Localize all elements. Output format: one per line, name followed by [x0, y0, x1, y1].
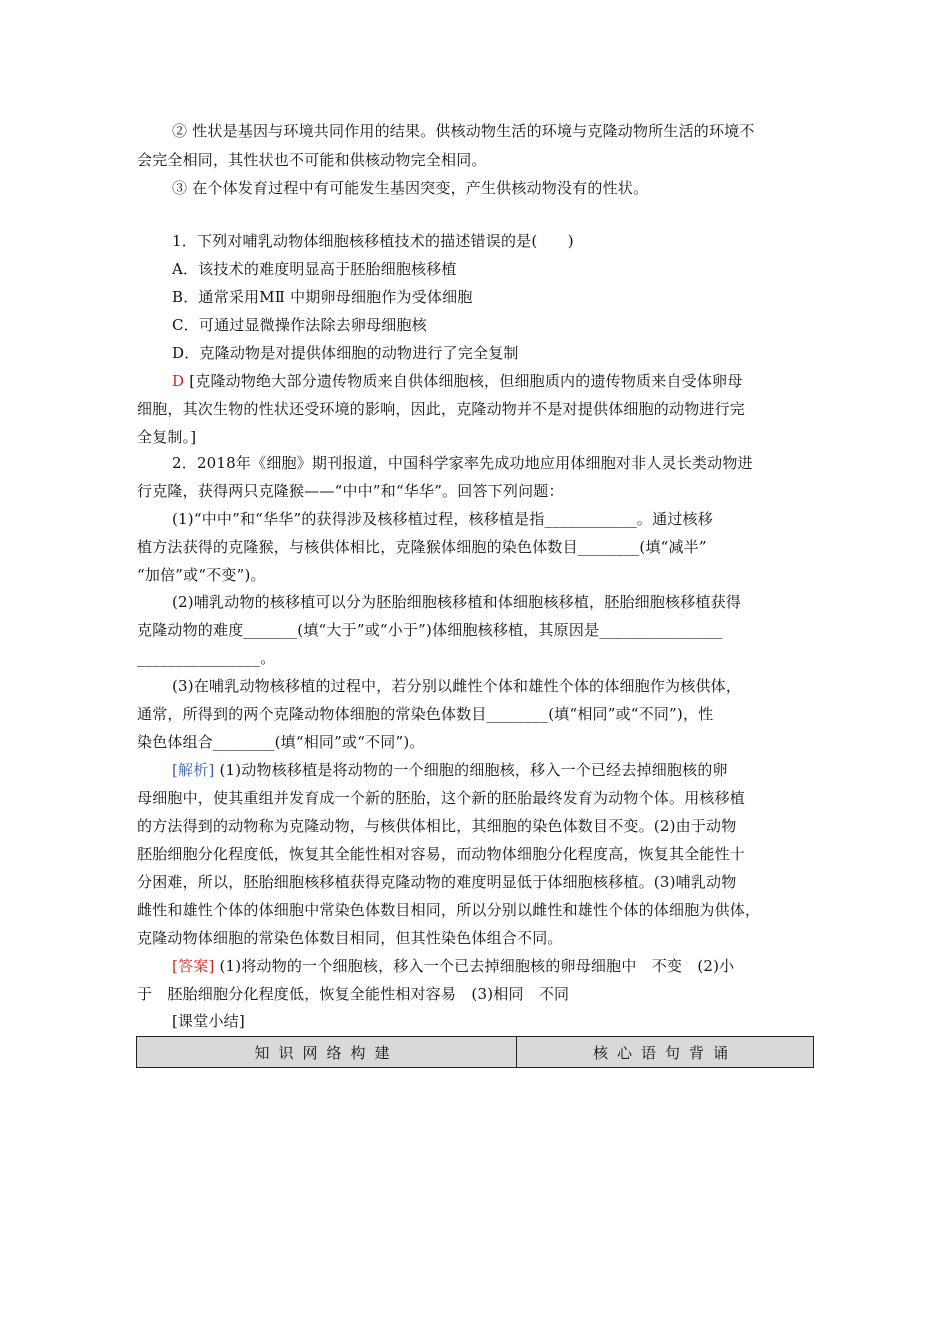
q1-explanation-text: [克隆动物绝大部分遗传物质来自供体细胞核，但细胞质内的遗传物质来自受体卵母 — [189, 372, 743, 390]
q2-part2-line: 克隆动物的难度_______(填“大于”或“小于”)体细胞核移植，其原因是________________ — [137, 621, 723, 639]
q2-part1-line: 植方法获得的克隆猴，与核供体相比，克隆猴体细胞的染色体数目________(填“减半” — [137, 538, 707, 556]
q1-explanation-line: 全复制。] — [137, 428, 197, 446]
q2-part2-line: ________________。 — [137, 649, 276, 667]
q1-option-a: A．该技术的难度明显高于胚胎细胞核移植 — [172, 260, 457, 278]
analysis-line: 克隆动物体细胞的常染色体数目相同，但其性染色体组合不同。 — [137, 929, 563, 947]
q1-stem: 1．下列对哺乳动物体细胞核移植技术的描述错误的是( ) — [172, 232, 574, 250]
q2-part1-line: “加倍”或“不变”)。 — [137, 566, 266, 584]
q2-part3: (3)在哺乳动物核移植的过程中，若分别以雌性个体和雄性个体的体细胞作为核供体， — [172, 677, 742, 695]
analysis-line: 母细胞中，使其重组并发育成一个新的胚胎，这个新的胚胎最终发育为动物个体。用核移植 — [137, 789, 746, 807]
analysis-line: 胚胎细胞分化程度低，恢复其全能性相对容易，而动物体细胞分化程度高，恢复其全能性十 — [137, 845, 746, 863]
q1-option-d: D．克隆动物是对提供体细胞的动物进行了完全复制 — [172, 344, 519, 362]
q1-option-b: B．通常采用MⅡ 中期卵母细胞作为受体细胞 — [172, 288, 473, 306]
q1-answer-letter: D — [172, 372, 185, 390]
q2-part3-line: 染色体组合________(填“相同”或“不同”)。 — [137, 733, 425, 751]
analysis-tag: [解析] — [172, 761, 215, 779]
answer-line: 于 胚胎细胞分化程度低，恢复全能性相对容易 (3)相同 不同 — [137, 985, 570, 1003]
summary-heading: [课堂小结] — [172, 1012, 245, 1030]
intro-line: ③ 在个体发育过程中有可能发生基因突变，产生供核动物没有的性状。 — [172, 179, 649, 197]
q2-answer — [172, 955, 734, 977]
analysis-line: 分困难，所以，胚胎细胞核移植获得克隆动物的难度明显低于体细胞核移植。(3)哺乳动物 — [137, 873, 737, 891]
q2-analysis — [172, 759, 728, 781]
analysis-line: 的方法得到的动物称为克隆动物，与核供体相比，其细胞的染色体数目不变。(2)由于动物 — [137, 817, 737, 835]
q2-part2: (2)哺乳动物的核移植可以分为胚胎细胞核移植和体细胞核移植，胚胎细胞核移植获得 — [172, 593, 742, 611]
q2-stem-line: 行克隆，获得两只克隆猴——“中中”和“华华”。回答下列问题： — [137, 482, 564, 500]
analysis-text: (1)动物核移植是将动物的一个细胞的细胞核，移入一个已经去掉细胞核的卵 — [219, 761, 728, 779]
summary-col-right: 核心语句背诵 — [517, 1037, 814, 1068]
answer-text: (1)将动物的一个细胞核，移入一个已去掉细胞核的卵母细胞中 不变 (2)小 — [219, 957, 735, 975]
q1-explanation-line: 细胞，其次生物的性状还受环境的影响，因此，克隆动物并不是对提供体细胞的动物进行完 — [137, 400, 746, 418]
intro-line: ② 性状是基因与环境共同作用的结果。供核动物生活的环境与克隆动物所生活的环境不 — [172, 122, 755, 140]
q2-stem: 2．2018年《细胞》期刊报道，中国科学家率先成功地应用体细胞对非人灵长类动物进 — [172, 454, 753, 472]
q1-explanation — [172, 370, 742, 392]
table-row — [137, 1037, 814, 1068]
analysis-line: 雌性和雄性个体的体细胞中常染色体数目相同，所以分别以雌性和雄性个体的体细胞为供体， — [137, 901, 761, 919]
answer-tag: [答案] — [172, 957, 215, 975]
summary-table — [136, 1036, 814, 1068]
summary-col-left: 知识网络构建 — [137, 1037, 517, 1068]
q2-part3-line: 通常，所得到的两个克隆动物体细胞的常染色体数目________(填“相同”或“不同”)，性 — [137, 705, 714, 723]
q1-option-c: C．可通过显微操作法除去卵母细胞核 — [172, 316, 427, 334]
q2-part1: (1)“中中”和“华华”的获得涉及核移植过程，核移植是指____________。通过核移 — [172, 510, 713, 528]
intro-line: 会完全相同，其性状也不可能和供核动物完全相同。 — [137, 151, 487, 169]
